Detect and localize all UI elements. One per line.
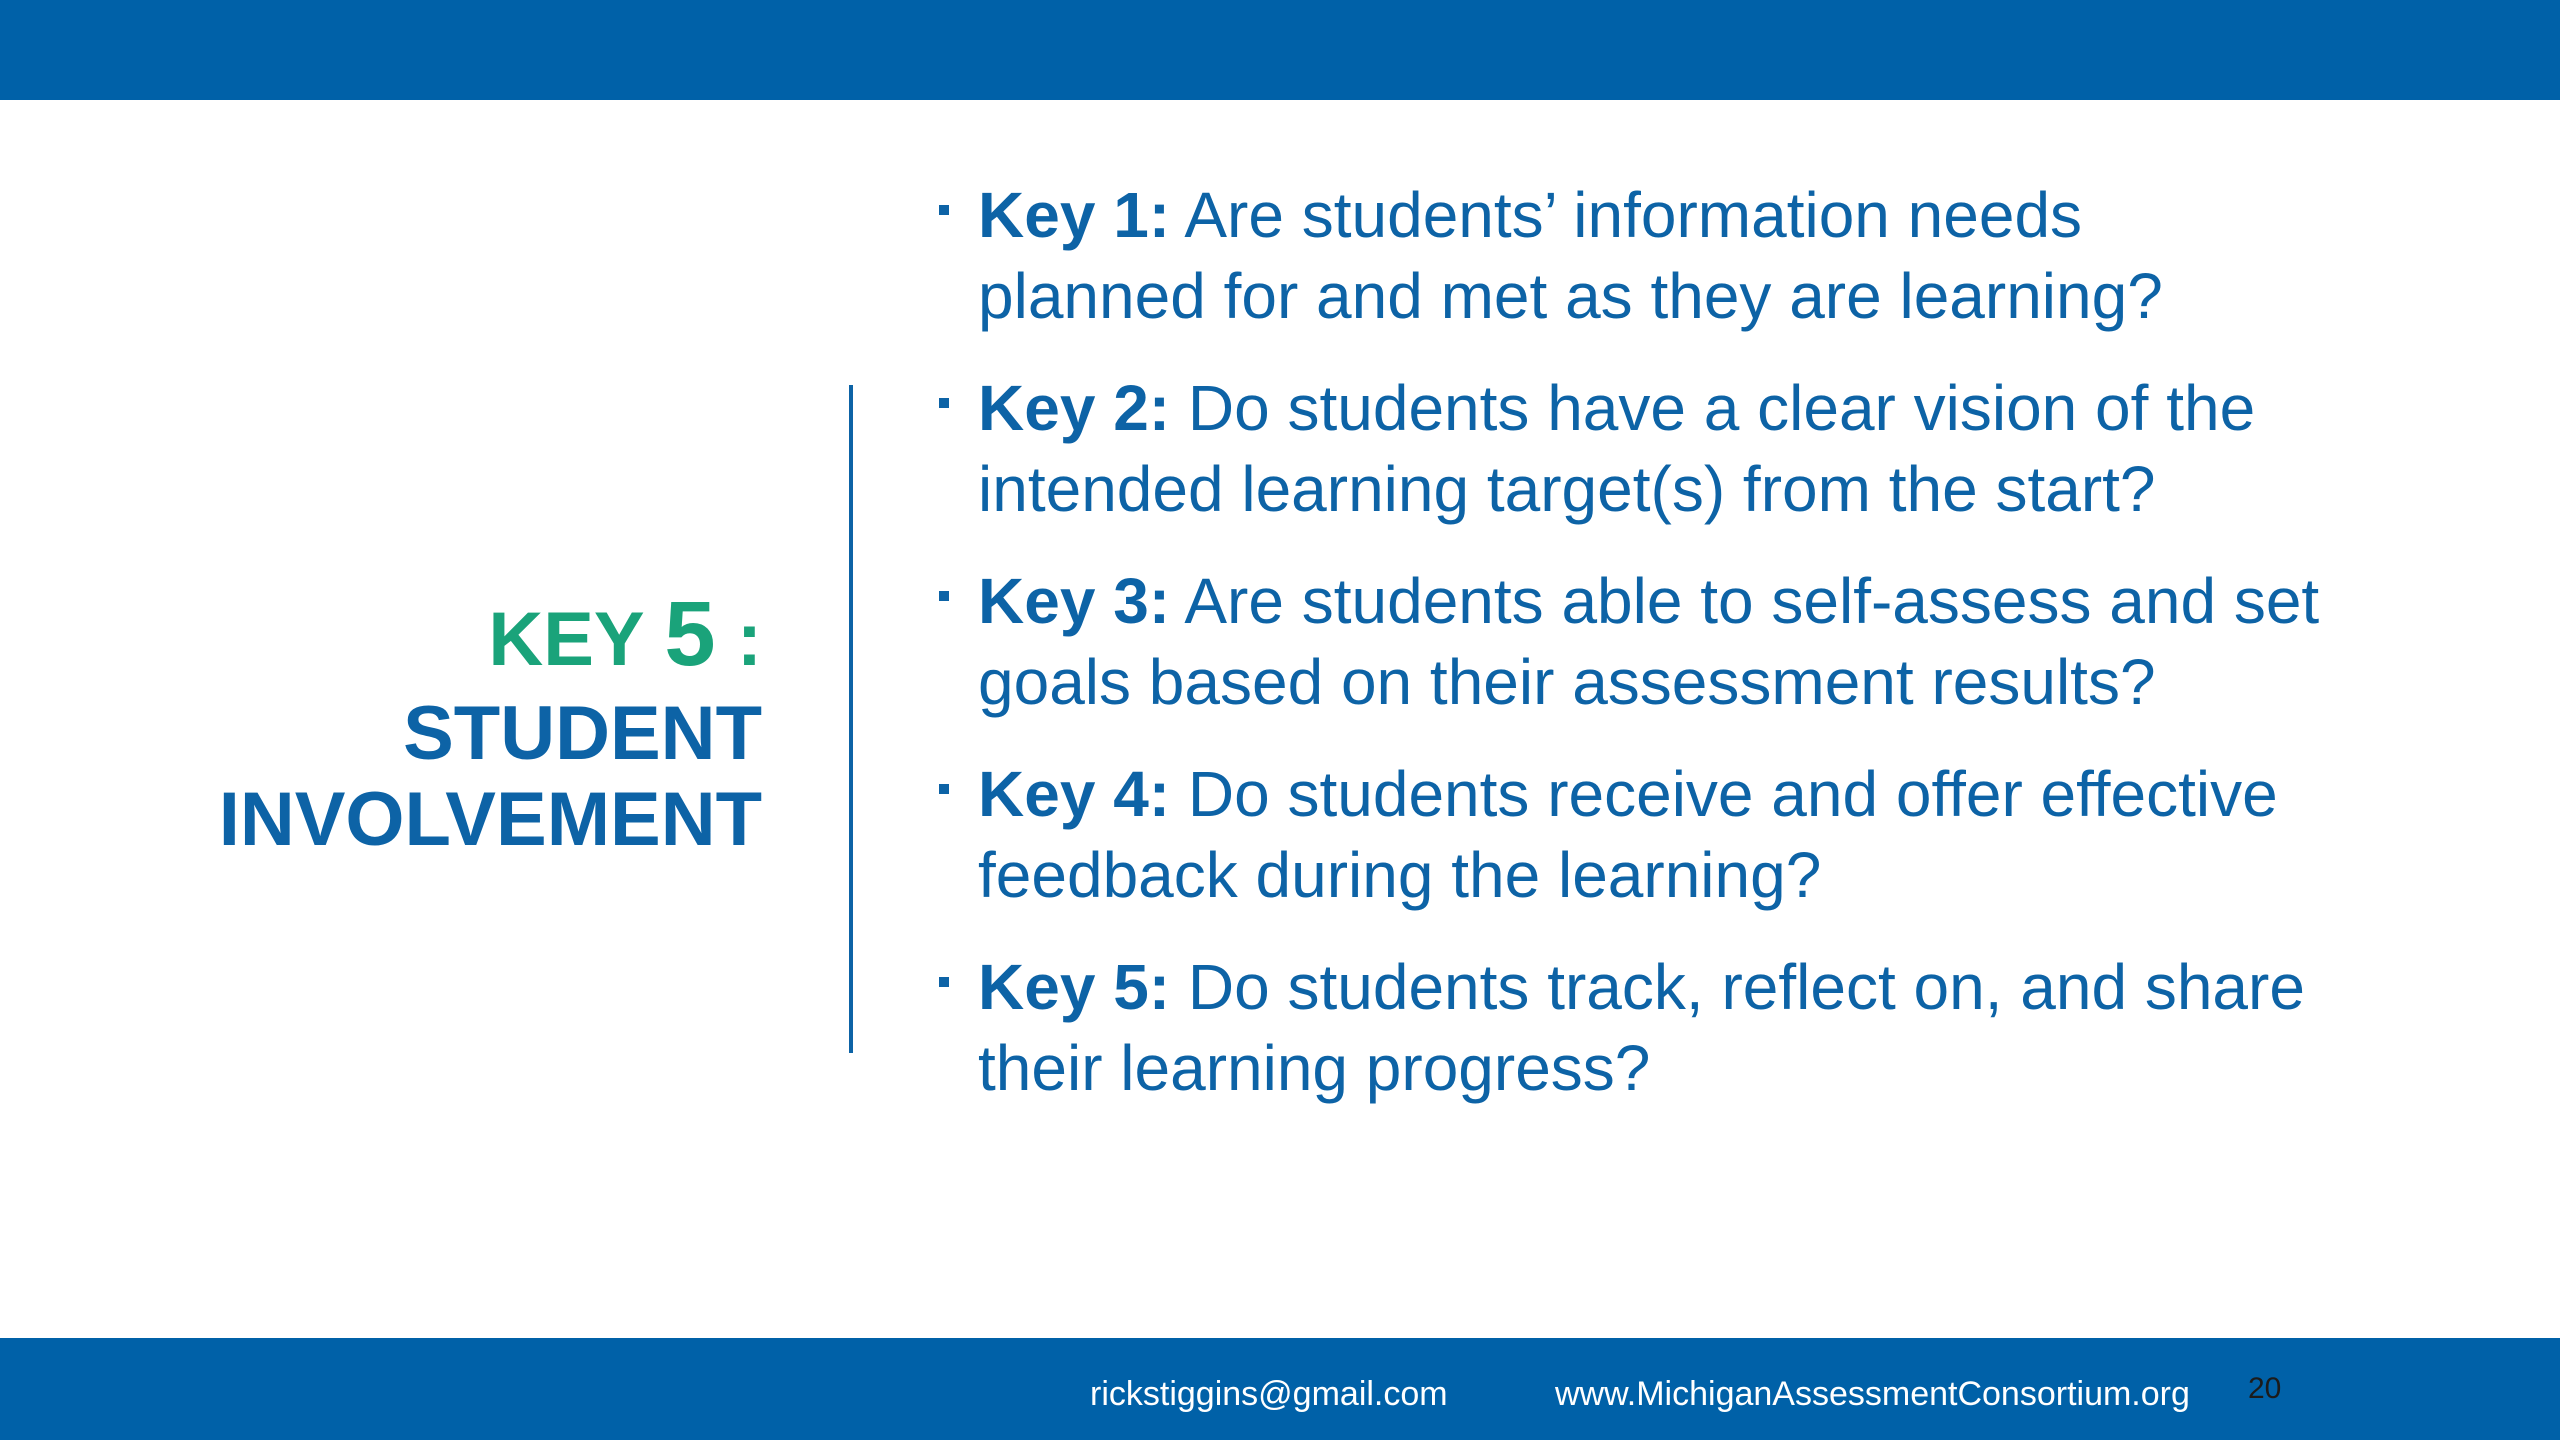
key-item-5 (930, 947, 2320, 1109)
title-line-involvement: INVOLVEMENT (218, 777, 762, 862)
key-item-1 (930, 175, 2320, 337)
key-label: Key 4: (978, 758, 1171, 830)
vertical-divider (849, 385, 853, 1053)
page-number: 20 (2248, 1372, 2282, 1405)
key-text: Do students have a clear vision of the intended learning target(s) from the start? (978, 372, 2256, 525)
bullet-icon (939, 977, 949, 987)
bullet-icon (939, 398, 949, 408)
key-item-4 (930, 754, 2320, 916)
key-label: Key 3: (978, 565, 1171, 637)
title-key-number: 5 (664, 583, 716, 685)
top-banner-bar (0, 0, 2560, 100)
key-text: Are students able to self-assess and set goals based on their assessment results? (978, 565, 2320, 718)
title-line-student: STUDENT (403, 691, 762, 776)
keys-bullet-list (930, 175, 2320, 1140)
slide-title (100, 583, 762, 862)
key-text: Do students track, reflect on, and share their learning progress? (978, 951, 2305, 1104)
key-label: Key 2: (978, 372, 1171, 444)
key-text: Do students receive and offer effective feedback during the learning? (978, 758, 2278, 911)
bullet-icon (939, 784, 949, 794)
bullet-icon (939, 591, 949, 601)
footer-url: www.MichiganAssessmentConsortium.org (1555, 1375, 2190, 1413)
bullet-icon (939, 205, 949, 215)
key-item-2 (930, 368, 2320, 530)
key-item-3 (930, 561, 2320, 723)
key-label: Key 5: (978, 951, 1171, 1023)
title-separator: : (736, 597, 762, 682)
key-text: Are students’ information needs planned for and met as they are learning? (978, 179, 2163, 332)
title-key-word: KEY (488, 597, 644, 682)
footer-email: rickstiggins@gmail.com (1090, 1375, 1448, 1413)
title-key-line (100, 583, 762, 685)
key-label: Key 1: (978, 179, 1171, 251)
